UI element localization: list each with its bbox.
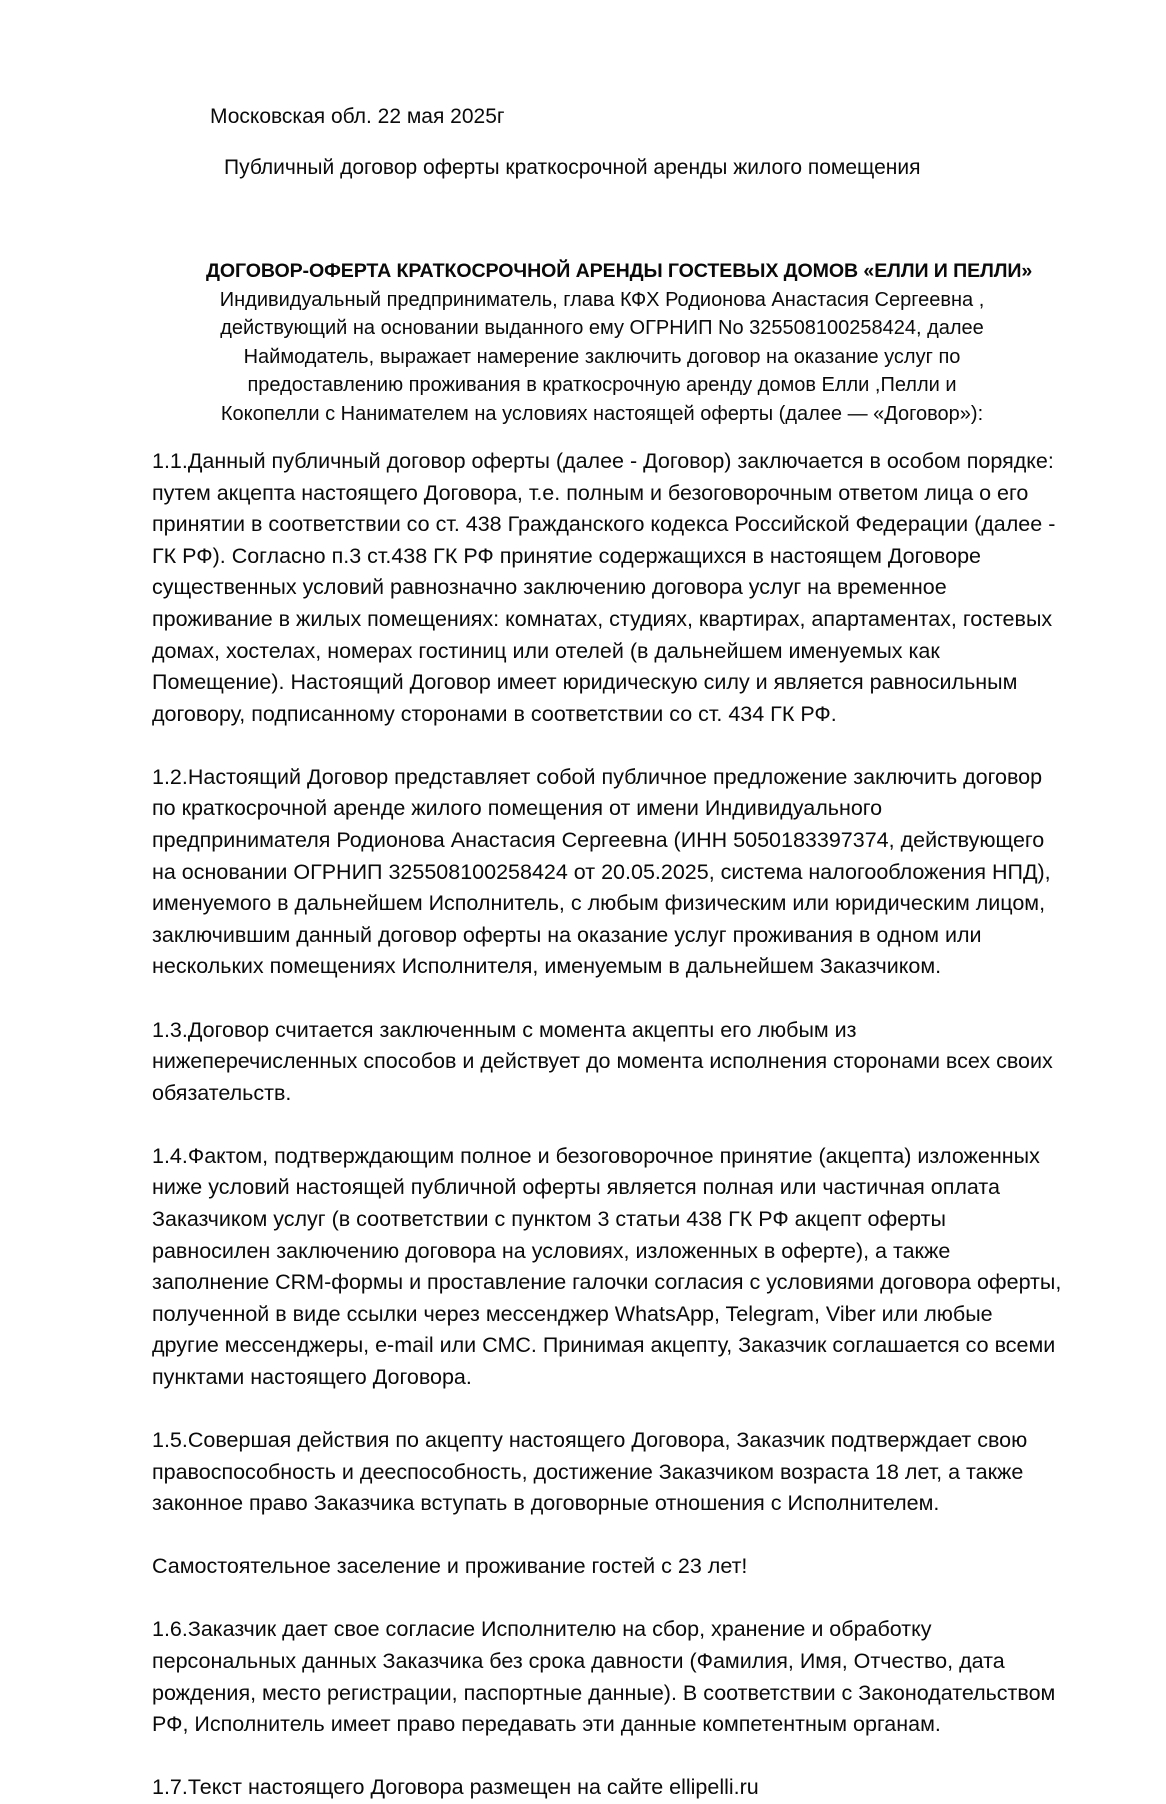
clause-paragraph: 1.2.Настоящий Договор представляет собой публичное предложение заключить договор по краткосрочной аренде жилого помещения от имени Индивидуального предпринимателя Родионова Анастасия Сергеевна (ИНН 5050183397374, действующего на основании ОГРНИП 325508100258424 от 20.05.2025, система налогообложения НПД), именуемого в дальнейшем Исполнитель, с любым физическим или юридическим лицом, заключившим данный договор оферты на оказание услуг проживания в одном или нескольких помещениях Исполнителя, именуемым в дальнейшем Заказчиком. — [152, 764, 1051, 979]
document-subtitle: Публичный договор оферты краткосрочной аренды жилого помещения — [224, 156, 921, 179]
clause-paragraph: 1.7.Текст настоящего Договора размещен на сайте ellipelli.ru — [152, 1775, 759, 1800]
document-body — [152, 446, 1062, 1804]
clause-paragraph: 1.1.Данный публичный договор оферты (далее - Договор) заключается в особом порядке: путем акцепта настоящего Договора, т.е. полным и безоговорочным ответом лица о его принятии в соответствии со ст. 438 Гражданского кодекса Российской Федерации (далее - ГК РФ). Согласно п.3 ст.438 ГК РФ принятие содержащихся в настоящем Договоре существенных условий равнозначно заключению договора услуг на временное проживание в жилых помещениях: комнатах, студиях, квартирах, апартаментах, гостевых домах, хостелах, номерах гостиниц или отелей (в дальнейшем именуемых как Помещение). Настоящий Договор имеет юридическую силу и является равносильным договору, подписанному сторонами в соответствии со ст. 434 ГК РФ. — [152, 449, 1056, 726]
clause-paragraph: 1.3.Договор считается заключенным с момента акцепты его любым из нижеперечисленных способов и действует до момента исполнения сторонами всех своих обязательств. — [152, 1017, 1053, 1105]
clause-paragraph: 1.4.Фактом, подтверждающим полное и безоговорочное принятие (акцепта) изложенных ниже условий настоящей публичной оферты является полная или частичная оплата Заказчиком услуг (в соответствии с пунктом 3 статьи 438 ГК РФ акцепт оферты равносилен заключению договора на условиях, изложенных в оферте), а также заполнение CRM-формы и проставление галочки согласия с условиями договора оферты, полученной в виде ссылки через мессенджер WhatsApp, Telegram, Viber или любые другие мессенджеры, e-mail или СМС. Принимая акцепту, Заказчик соглашается со всеми пунктами настоящего Договора. — [152, 1143, 1062, 1389]
document-intro-paragraph: Индивидуальный предприниматель, глава КФХ Родионова Анастасия Сергеевна , действующий на основании выданного ему ОГРНИП No 325508100258424, далее Наймодатель, выражает намерение заключить договор на оказание услуг по предоставлению проживания в краткосрочную аренду домов Елли ,Пелли и Кокопелли с Нанимателем на условиях настоящей оферты (далее — «Договор»): — [219, 288, 985, 425]
clause-paragraph: 1.5.Совершая действия по акцепту настоящего Договора, Заказчик подтверждает свою правоспособность и дееспособность, достижение Заказчиком возраста 18 лет, а также законное право Заказчика вступать в договорные отношения с Исполнителем. — [152, 1428, 1028, 1516]
clause-paragraph: Самостоятельное заселение и проживание гостей с 23 лет! — [152, 1554, 748, 1579]
clause-paragraph: 1.6.Заказчик дает свое согласие Исполнителю на сбор, хранение и обработку персональных данных Заказчика без срока давности (Фамилия, Имя, Отчество, дата рождения, место регистрации, паспортные данные). В соответствии с Законодательством РФ, Исполнитель имеет право передавать эти данные компетентным органам. — [152, 1617, 1056, 1737]
document-header-block — [206, 257, 1033, 428]
place-and-date: Московская обл. 22 мая 2025г — [210, 105, 505, 128]
document-title: ДОГОВОР-ОФЕРТА КРАТКОСРОЧНОЙ АРЕНДЫ ГОСТЕВЫХ ДОМОВ «ЕЛЛИ И ПЕЛЛИ» — [206, 260, 1033, 282]
